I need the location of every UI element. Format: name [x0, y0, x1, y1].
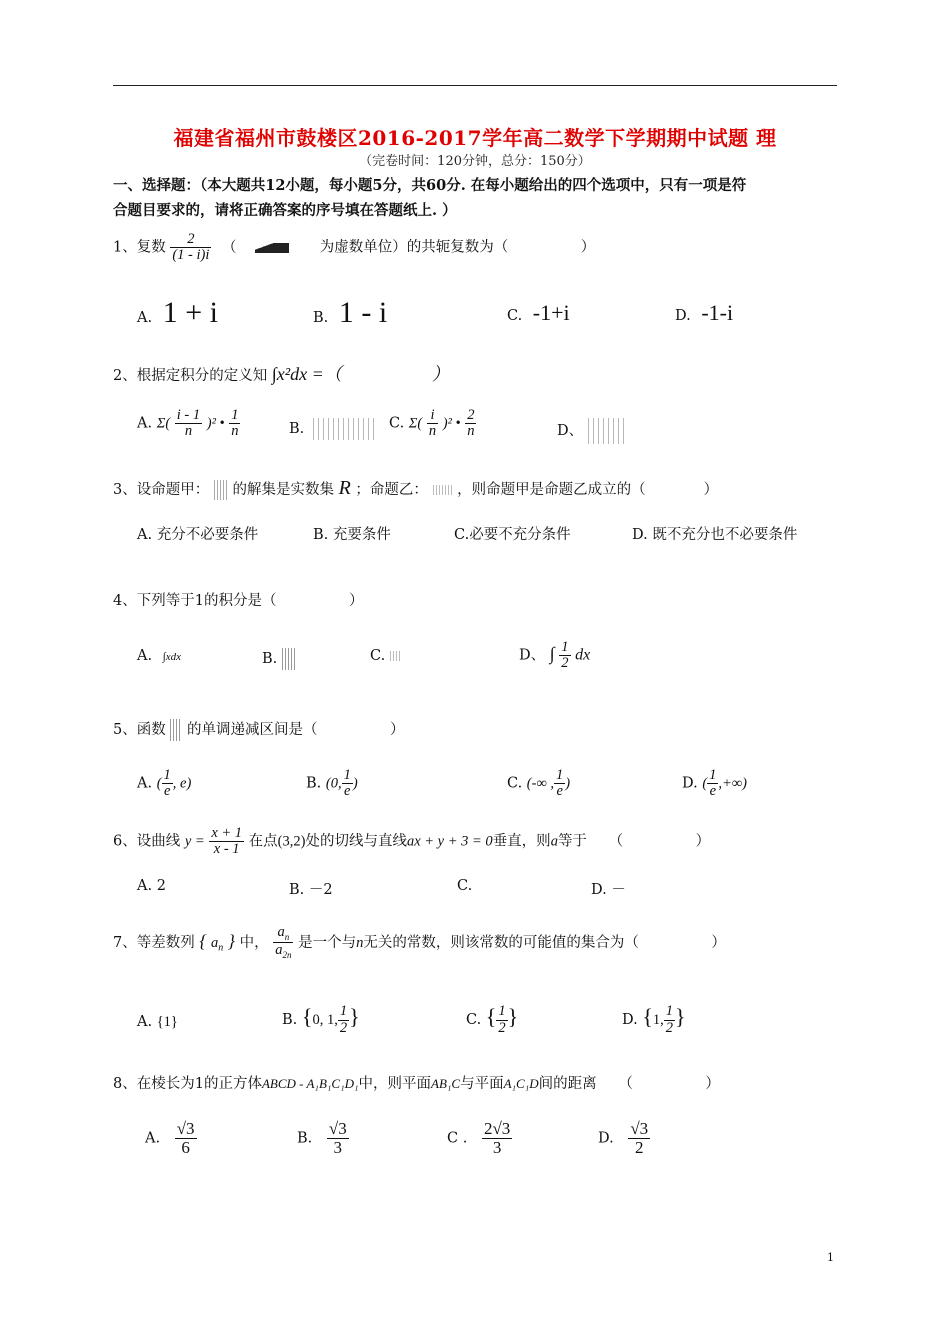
question-8: 8、在棱长为1的正方体ABCD - A₁B₁C₁D₁中，则平面AB₁C与平面A₁C₁D间的距离 （ ） — [113, 1076, 720, 1092]
q2-option-b: B. — [289, 418, 375, 440]
q1-option-a: A. 1 + i — [137, 296, 218, 329]
q7-option-c: C. { $\frac{1}{2}$ } — [466, 1003, 519, 1036]
q7-option-d: D. {1, $\frac{1}{2}$ } — [622, 1003, 686, 1036]
q3-obscured-formula-a — [214, 480, 228, 500]
q5-option-c: C. (-∞ , $\frac{1}{e}$ ) — [507, 767, 571, 800]
q7-option-a: A. {1} — [137, 1014, 178, 1030]
q8-option-a: A. $\frac{√3}{6}$ — [145, 1119, 195, 1157]
page-title: 福建省福州市鼓楼区2016-2017学年高二数学下学期期中试题 理 — [173, 126, 777, 150]
q6-option-d: D. － — [591, 882, 626, 898]
question-3: 3、设命题甲： 的解集是实数集 R ；命题乙： ，则命题甲是命题乙成立的（ ） — [113, 477, 719, 499]
q1-option-d: D. -1-i — [675, 300, 734, 325]
q3-obscured-formula-b — [433, 485, 453, 495]
header-rule — [113, 85, 837, 86]
q4-option-b: B. — [262, 648, 296, 670]
q2-option-d: D、 — [557, 418, 628, 444]
q3-option-d: D. 既不充分也不必要条件 — [632, 527, 798, 543]
q2-option-c: C. Σ( $\frac{i}{n}$ )² • $\frac{2}{n}$ — [389, 407, 475, 440]
q4-b-obscured-formula — [282, 648, 296, 670]
page-subtitle: （完卷时间：120分钟，总分：150分） — [359, 154, 591, 169]
q1-obscured-formula — [255, 243, 289, 253]
q8-option-d: D. $\frac{√3}{2}$ — [598, 1119, 649, 1157]
q7-option-b: B. {0, 1, $\frac{1}{2}$ } — [282, 1003, 360, 1036]
question-5: 5、函数 的单调递减区间是（ ） — [113, 718, 404, 741]
q3-option-a: A. 充分不必要条件 — [137, 527, 259, 543]
question-4: 4、下列等于1的积分是（ ） — [113, 593, 364, 609]
q3-option-b: B. 充要条件 — [313, 527, 391, 543]
q5-option-d: D. ( $\frac{1}{e}$ ,+∞) — [682, 767, 747, 800]
q5-option-b: B. (0, $\frac{1}{e}$ ) — [306, 767, 358, 800]
q1-option-b: B. 1 - i — [313, 296, 388, 329]
q8-option-b: B. $\frac{√3}{3}$ — [297, 1119, 347, 1157]
q4-c-obscured-formula — [390, 651, 400, 661]
question-2: 2、根据定积分的定义知 ∫x²dx =（ ） — [113, 364, 450, 384]
q2-b-obscured-formula — [313, 418, 375, 440]
page-number: 1 — [827, 1251, 834, 1264]
question-1: 1、复数 $\frac{2}{(1 - i)i}$ （ 为虚数单位）的共轭复数为（ ） — [113, 231, 596, 264]
q6-option-a: A. 2 — [137, 878, 166, 894]
q2-option-a: A. Σ( $\frac{i - 1}{n}$ )² • $\frac{1}{n}$ — [137, 407, 239, 440]
q4-option-c: C. — [370, 648, 400, 664]
q6-option-c: C. — [457, 878, 473, 894]
q2-d-obscured-formula — [588, 418, 628, 444]
q1-option-c: C. -1+i — [507, 300, 570, 325]
question-6: 6、设曲线 y = $\frac{x + 1}{x - 1}$ 在点(3,2)处的切线与直线ax + y + 3 = 0垂直，则a等于 （ ） — [113, 825, 711, 858]
q5-option-a: A. ( $\frac{1}{e}$ , e) — [137, 767, 192, 800]
question-7: 7、等差数列 { $a_n$ } 中， $\frac{a_n}{a_{2n}}$ 是一个与n无关的常数，则该常数的可能值的集合为（ ） — [113, 924, 726, 961]
section-instructions-line1: 一、选择题：（本大题共12小题，每小题5分，共60分. 在每小题给出的四个选项中，只有一项是符 — [113, 177, 747, 194]
q6-option-b: B. －2 — [289, 882, 333, 898]
q1-fraction: $\frac{2}{(1 - i)i}$ — [172, 231, 210, 264]
q8-option-c: C . $\frac{2√3}{3}$ — [447, 1119, 511, 1157]
q4-option-a: A. ∫xdx — [137, 648, 181, 664]
q4-option-d: D、 ∫ $\frac{1}{2}$ dx — [519, 639, 591, 672]
q5-obscured-formula — [170, 719, 182, 741]
section-instructions-line2: 合题目要求的，请将正确答案的序号填在答题纸上. ） — [113, 202, 457, 219]
q3-option-c: C.必要不充分条件 — [454, 527, 571, 543]
